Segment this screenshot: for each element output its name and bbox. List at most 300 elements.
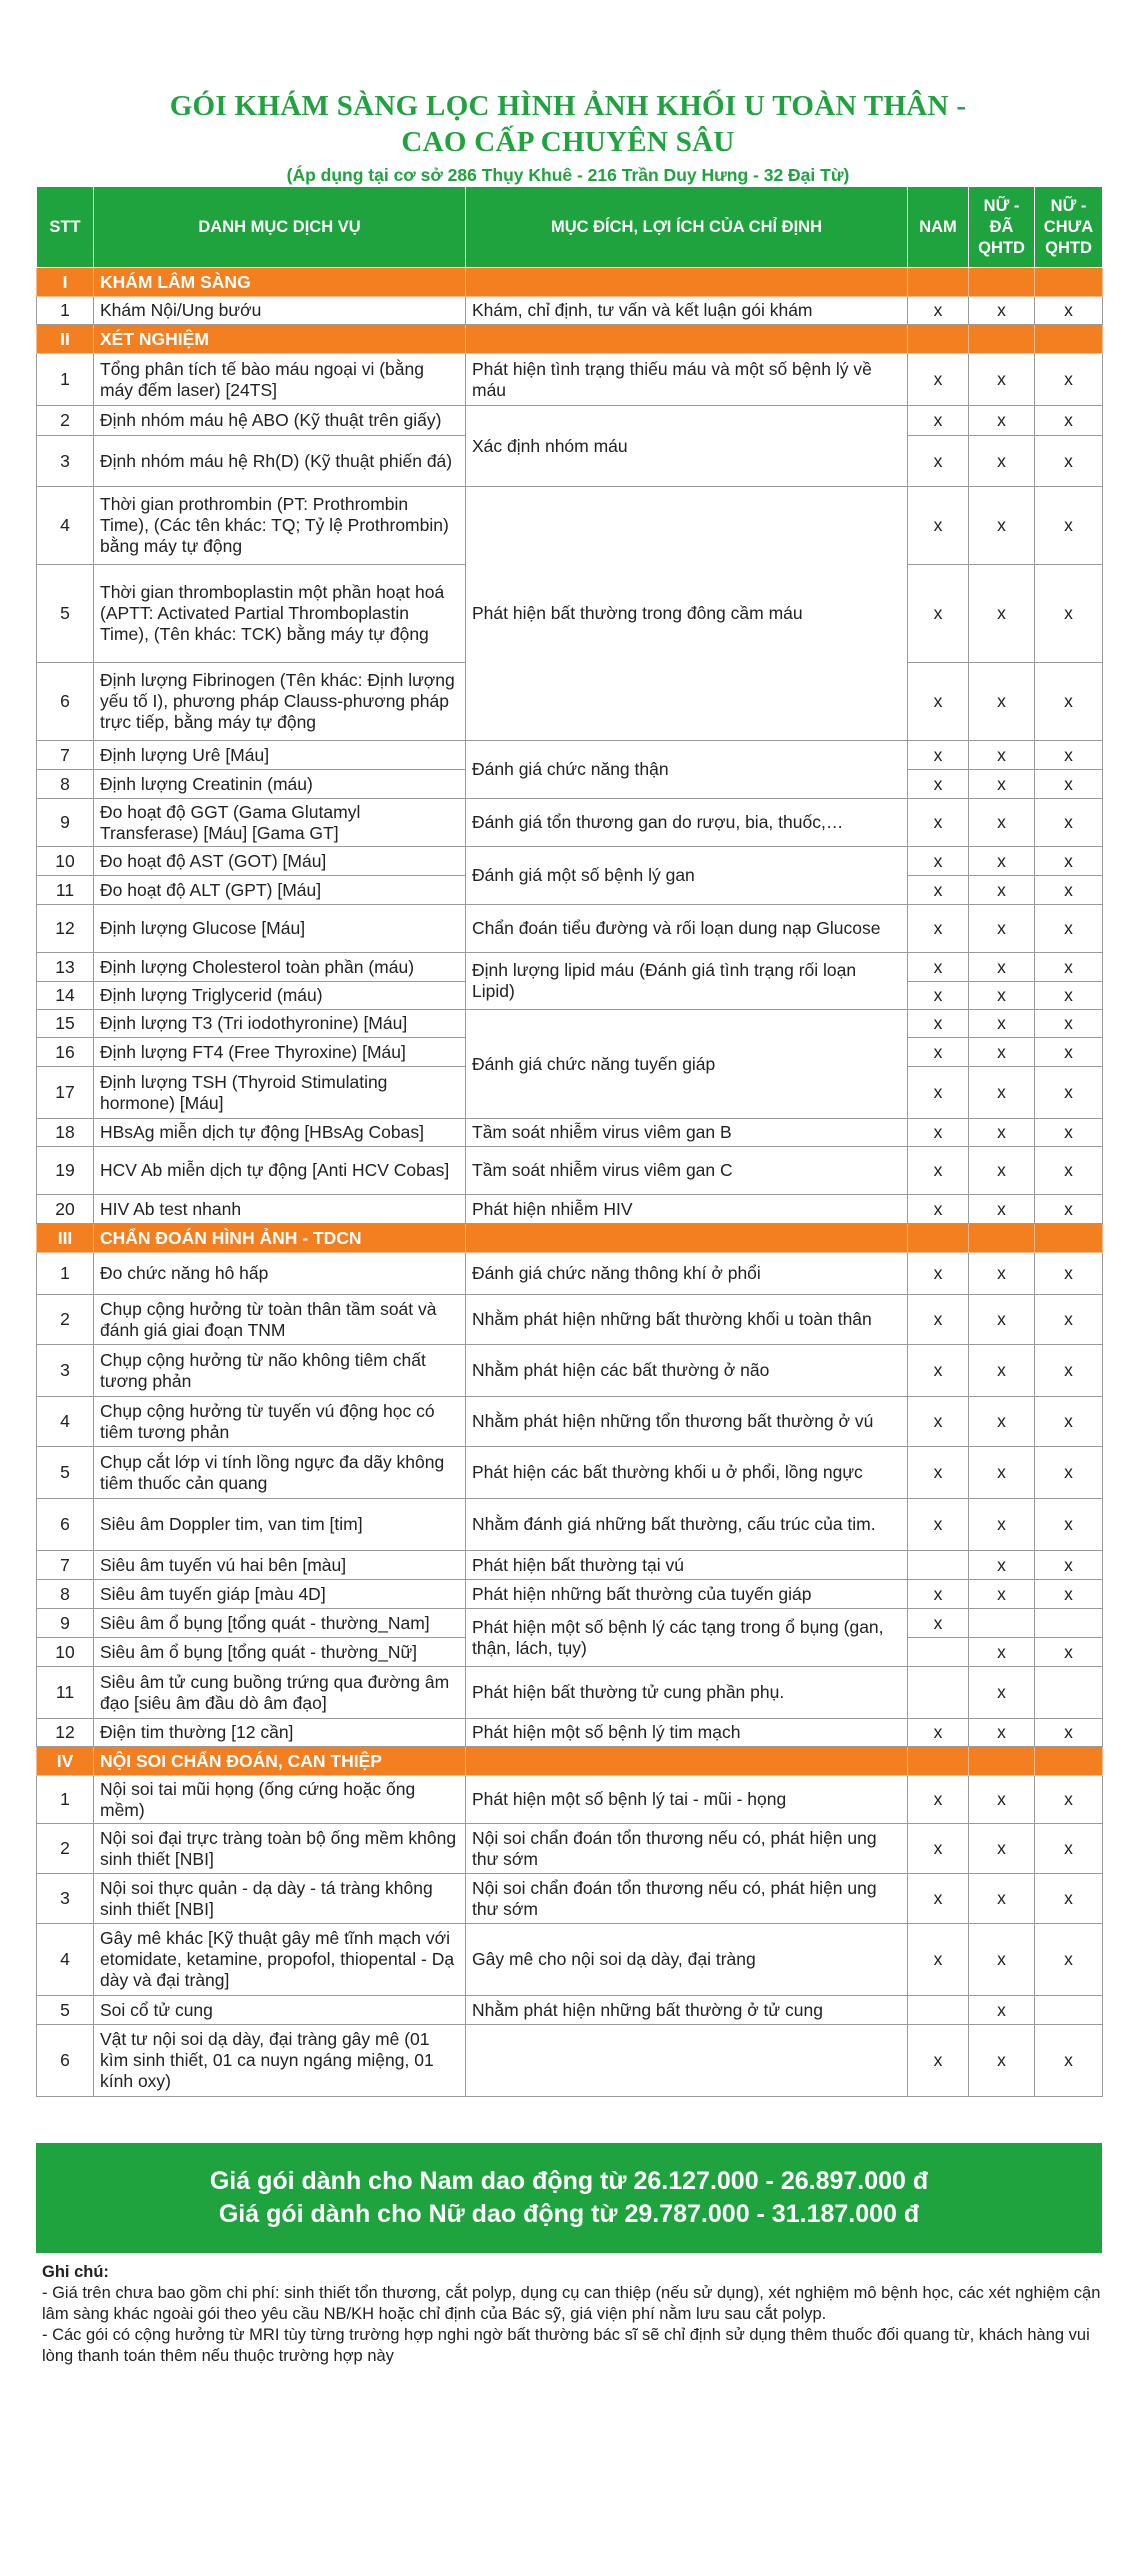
col-header-service: DANH MỤC DỊCH VỤ (94, 187, 466, 268)
male-mark: x (908, 741, 969, 770)
male-mark: x (908, 1295, 969, 1345)
female-single-mark (1035, 1996, 1103, 2025)
row-number: 1 (37, 297, 94, 325)
table-row (37, 1119, 1103, 1147)
price-female: Giá gói dành cho Nữ dao động từ 29.787.000 - 31.187.000 đ (218, 2200, 920, 2228)
service-name: Khám Nội/Ung bướu (94, 297, 466, 325)
col-header-male: NAM (908, 187, 969, 268)
male-mark: x (908, 297, 969, 325)
row-number: 1 (37, 1253, 94, 1295)
table-row (37, 1147, 1103, 1195)
purpose-cell: Phát hiện bất thường tại vú (466, 1551, 908, 1580)
table-row (37, 1719, 1103, 1747)
table-row (37, 1499, 1103, 1551)
row-number: 11 (37, 1667, 94, 1719)
female-married-mark: x (969, 406, 1035, 436)
male-mark: x (908, 1010, 969, 1038)
section-name: CHẨN ĐOÁN HÌNH ẢNH - TDCN (94, 1224, 466, 1253)
table-row (37, 1253, 1103, 1295)
purpose-cell: Phát hiện nhiễm HIV (466, 1195, 908, 1224)
service-name: Siêu âm ổ bụng [tổng quát - thường_Nữ] (94, 1638, 466, 1667)
service-name: Định lượng Glucose [Máu] (94, 905, 466, 953)
table-row (37, 487, 1103, 565)
purpose-cell: Nhằm đánh giá những bất thường, cấu trúc của tim. (466, 1499, 908, 1551)
section-name: KHÁM LÂM SÀNG (94, 268, 466, 297)
female-single-mark: x (1035, 1719, 1103, 1747)
row-number: 7 (37, 1551, 94, 1580)
female-single-mark: x (1035, 982, 1103, 1010)
male-mark: x (908, 1345, 969, 1397)
service-name: Định lượng T3 (Tri iodothyronine) [Máu] (94, 1010, 466, 1038)
notes-line-1: - Giá trên chưa bao gồm chi phí: sinh thiết tổn thương, cắt polyp, dụng cụ can thiệp (nếu sử dụng), xét nghiệm mô bệnh học, các xét nghiệm cận lâm sàng khác ngoài gói theo yêu cầu NB/KH hoặc chỉ định của Bác sỹ, giá viện phí nằm lưu sau cắt polyp. (42, 2284, 1101, 2323)
service-table (36, 186, 1103, 2097)
row-number: 10 (37, 1638, 94, 1667)
male-mark: x (908, 847, 969, 876)
female-married-mark: x (969, 1119, 1035, 1147)
col-header-purpose: MỤC ĐÍCH, LỢI ÍCH CỦA CHỈ ĐỊNH (466, 187, 908, 268)
male-mark: x (908, 1580, 969, 1609)
purpose-cell: Phát hiện một số bệnh lý tim mạch (466, 1719, 908, 1747)
female-married-mark: x (969, 1147, 1035, 1195)
male-mark: x (908, 905, 969, 953)
male-mark: x (908, 1824, 969, 1874)
table-row (37, 953, 1103, 982)
service-name: Chụp cộng hưởng từ não không tiêm chất tương phản (94, 1345, 466, 1397)
female-married-mark: x (969, 982, 1035, 1010)
row-number: 4 (37, 487, 94, 565)
section-mark-cell (1035, 268, 1103, 297)
purpose-cell: Phát hiện tình trạng thiếu máu và một số bệnh lý về máu (466, 354, 908, 406)
male-mark: x (908, 1924, 969, 1996)
row-number: 16 (37, 1038, 94, 1067)
male-mark: x (908, 1038, 969, 1067)
table-row (37, 1667, 1103, 1719)
table-row (37, 1551, 1103, 1580)
section-mark-cell (908, 325, 969, 354)
female-single-mark: x (1035, 799, 1103, 847)
service-name: Định lượng Fibrinogen (Tên khác: Định lượng yếu tố I), phương pháp Clauss-phương pháp trực tiếp, bằng máy tự động (94, 663, 466, 741)
table-row (37, 1996, 1103, 2025)
table-row (37, 1295, 1103, 1345)
female-married-mark: x (969, 847, 1035, 876)
female-married-mark: x (969, 663, 1035, 741)
purpose-cell: Định lượng lipid máu (Đánh giá tình trạng rối loạn Lipid) (466, 953, 908, 1010)
male-mark: x (908, 1397, 969, 1447)
section-mark-cell (1035, 1747, 1103, 1776)
female-married-mark: x (969, 741, 1035, 770)
table-row (37, 1580, 1103, 1609)
female-married-mark: x (969, 2025, 1035, 2097)
female-single-mark: x (1035, 905, 1103, 953)
male-mark: x (908, 1067, 969, 1119)
female-married-mark: x (969, 1824, 1035, 1874)
service-name: Siêu âm tử cung buồng trứng qua đường âm đạo [siêu âm đầu dò âm đạo] (94, 1667, 466, 1719)
female-single-mark: x (1035, 1253, 1103, 1295)
female-single-mark: x (1035, 565, 1103, 663)
female-single-mark: x (1035, 876, 1103, 905)
service-name: Chụp cộng hưởng từ tuyến vú động học có tiêm tương phản (94, 1397, 466, 1447)
service-name: Siêu âm tuyến vú hai bên [màu] (94, 1551, 466, 1580)
section-number: III (37, 1224, 94, 1253)
female-single-mark: x (1035, 741, 1103, 770)
female-married-mark: x (969, 1253, 1035, 1295)
purpose-cell: Nội soi chẩn đoán tổn thương nếu có, phát hiện ung thư sớm (466, 1874, 908, 1924)
notes-line-2: - Các gói có cộng hưởng từ MRI tùy từng trường hợp nghi ngờ bất thường bác sĩ sẽ chỉ định sử dụng thêm thuốc đối quang từ, khách hàng vui lòng thanh toán thêm nếu thuộc trường hợp này (42, 2326, 1090, 2365)
table-row (37, 905, 1103, 953)
table-row (37, 1447, 1103, 1499)
row-number: 12 (37, 1719, 94, 1747)
purpose-cell: Chẩn đoán tiểu đường và rối loạn dung nạp Glucose (466, 905, 908, 953)
service-name: Định lượng Cholesterol toàn phần (máu) (94, 953, 466, 982)
female-married-mark: x (969, 1010, 1035, 1038)
female-single-mark: x (1035, 1776, 1103, 1824)
section-mark-cell (908, 268, 969, 297)
female-married-mark: x (969, 1667, 1035, 1719)
male-mark: x (908, 1499, 969, 1551)
row-number: 17 (37, 1067, 94, 1119)
service-name: Thời gian prothrombin (PT: Prothrombin Time), (Các tên khác: TQ; Tỷ lệ Prothrombin) bằng máy tự động (94, 487, 466, 565)
female-married-mark: x (969, 1551, 1035, 1580)
female-single-mark: x (1035, 406, 1103, 436)
table-row (37, 406, 1103, 436)
female-married-mark: x (969, 876, 1035, 905)
service-name: Chụp cắt lớp vi tính lồng ngực đa dãy không tiêm thuốc cản quang (94, 1447, 466, 1499)
female-married-mark: x (969, 1996, 1035, 2025)
service-name: Đo hoạt độ AST (GOT) [Máu] (94, 847, 466, 876)
purpose-cell: Phát hiện một số bệnh lý các tạng trong ổ bụng (gan, thận, lách, tụy) (466, 1609, 908, 1667)
female-married-mark: x (969, 1580, 1035, 1609)
purpose-cell: Khám, chỉ định, tư vấn và kết luận gói khám (466, 297, 908, 325)
purpose-cell: Phát hiện các bất thường khối u ở phổi, lồng ngực (466, 1447, 908, 1499)
section-purpose-cell (466, 325, 908, 354)
female-single-mark: x (1035, 1499, 1103, 1551)
male-mark: x (908, 2025, 969, 2097)
female-single-mark (1035, 1609, 1103, 1638)
female-married-mark: x (969, 1776, 1035, 1824)
page-title-line1: GÓI KHÁM SÀNG LỌC HÌNH ẢNH KHỐI U TOÀN THÂN - (169, 90, 967, 122)
male-mark: x (908, 1447, 969, 1499)
female-married-mark: x (969, 1924, 1035, 1996)
male-mark: x (908, 799, 969, 847)
row-number: 18 (37, 1119, 94, 1147)
table-row (37, 1397, 1103, 1447)
female-married-mark: x (969, 953, 1035, 982)
male-mark: x (908, 663, 969, 741)
female-single-mark: x (1035, 1638, 1103, 1667)
table-body (37, 268, 1103, 2097)
service-name: Định lượng TSH (Thyroid Stimulating hormone) [Máu] (94, 1067, 466, 1119)
female-married-mark: x (969, 770, 1035, 799)
female-single-mark: x (1035, 1147, 1103, 1195)
female-married-mark: x (969, 1038, 1035, 1067)
service-name: Đo chức năng hô hấp (94, 1253, 466, 1295)
row-number: 5 (37, 565, 94, 663)
table-row (37, 1010, 1103, 1038)
purpose-cell: Nhằm phát hiện các bất thường ở não (466, 1345, 908, 1397)
female-married-mark: x (969, 354, 1035, 406)
service-name: Định lượng Triglycerid (máu) (94, 982, 466, 1010)
table-row (37, 354, 1103, 406)
male-mark: x (908, 487, 969, 565)
row-number: 5 (37, 1447, 94, 1499)
female-married-mark: x (969, 297, 1035, 325)
female-single-mark: x (1035, 1345, 1103, 1397)
purpose-cell: Nội soi chẩn đoán tổn thương nếu có, phát hiện ung thư sớm (466, 1824, 908, 1874)
service-name: Đo hoạt độ ALT (GPT) [Máu] (94, 876, 466, 905)
row-number: 3 (37, 1345, 94, 1397)
table-row (37, 1345, 1103, 1397)
row-number: 12 (37, 905, 94, 953)
purpose-cell: Phát hiện một số bệnh lý tai - mũi - họng (466, 1776, 908, 1824)
female-married-mark: x (969, 1638, 1035, 1667)
table-row (37, 847, 1103, 876)
table-row (37, 297, 1103, 325)
section-number: II (37, 325, 94, 354)
female-single-mark: x (1035, 1119, 1103, 1147)
purpose-cell: Xác định nhóm máu (466, 406, 908, 487)
service-name: Định nhóm máu hệ ABO (Kỹ thuật trên giấy) (94, 406, 466, 436)
male-mark: x (908, 436, 969, 487)
female-single-mark: x (1035, 2025, 1103, 2097)
female-single-mark: x (1035, 953, 1103, 982)
service-name: Định nhóm máu hệ Rh(D) (Kỹ thuật phiến đá) (94, 436, 466, 487)
purpose-cell: Đánh giá chức năng thông khí ở phổi (466, 1253, 908, 1295)
male-mark (908, 1551, 969, 1580)
row-number: 2 (37, 406, 94, 436)
section-mark-cell (1035, 325, 1103, 354)
price-male: Giá gói dành cho Nam dao động từ 26.127.000 - 26.897.000 đ (209, 2167, 929, 2195)
page-subtitle: (Áp dụng tại cơ sở 286 Thụy Khuê - 216 Trần Duy Hưng - 32 Đại Từ) (286, 165, 850, 185)
male-mark: x (908, 1253, 969, 1295)
row-number: 13 (37, 953, 94, 982)
purpose-cell: Phát hiện những bất thường của tuyến giáp (466, 1580, 908, 1609)
row-number: 7 (37, 741, 94, 770)
female-single-mark: x (1035, 847, 1103, 876)
service-name: Vật tư nội soi dạ dày, đại tràng gây mê (01 kìm sinh thiết, 01 ca nuyn ngáng miệng, 01 kính oxy) (94, 2025, 466, 2097)
purpose-cell: Nhằm phát hiện những bất thường khối u toàn thân (466, 1295, 908, 1345)
female-single-mark (1035, 1667, 1103, 1719)
row-number: 1 (37, 354, 94, 406)
page-title-line2: CAO CẤP CHUYÊN SÂU (401, 126, 735, 158)
female-single-mark: x (1035, 1195, 1103, 1224)
female-single-mark: x (1035, 663, 1103, 741)
service-name: HBsAg miễn dịch tự động [HBsAg Cobas] (94, 1119, 466, 1147)
row-number: 14 (37, 982, 94, 1010)
page-header (0, 0, 1136, 186)
service-name: Chụp cộng hưởng từ toàn thân tầm soát và đánh giá giai đoạn TNM (94, 1295, 466, 1345)
female-married-mark: x (969, 799, 1035, 847)
row-number: 8 (37, 770, 94, 799)
table-row (37, 1824, 1103, 1874)
female-single-mark: x (1035, 1874, 1103, 1924)
female-married-mark: x (969, 436, 1035, 487)
female-married-mark: x (969, 487, 1035, 565)
service-name: Định lượng FT4 (Free Thyroxine) [Máu] (94, 1038, 466, 1067)
section-header-row (37, 1747, 1103, 1776)
row-number: 15 (37, 1010, 94, 1038)
male-mark: x (908, 1609, 969, 1638)
table-row (37, 1924, 1103, 1996)
female-single-mark: x (1035, 1067, 1103, 1119)
section-header-row (37, 325, 1103, 354)
service-name: Siêu âm ổ bụng [tổng quát - thường_Nam] (94, 1609, 466, 1638)
section-mark-cell (969, 325, 1035, 354)
female-married-mark: x (969, 905, 1035, 953)
male-mark (908, 1638, 969, 1667)
purpose-cell: Đánh giá tổn thương gan do rượu, bia, thuốc,… (466, 799, 908, 847)
female-married-mark (969, 1609, 1035, 1638)
table-row (37, 741, 1103, 770)
male-mark: x (908, 953, 969, 982)
female-married-mark: x (969, 1499, 1035, 1551)
female-married-mark: x (969, 1295, 1035, 1345)
service-name: Gây mê khác [Kỹ thuật gây mê tĩnh mạch với etomidate, ketamine, propofol, thiopental - Dạ dày và đại tràng] (94, 1924, 466, 1996)
row-number: 9 (37, 799, 94, 847)
row-number: 5 (37, 1996, 94, 2025)
table-row (37, 1195, 1103, 1224)
row-number: 6 (37, 663, 94, 741)
female-single-mark: x (1035, 1580, 1103, 1609)
female-single-mark: x (1035, 1038, 1103, 1067)
female-single-mark: x (1035, 770, 1103, 799)
section-header-row (37, 268, 1103, 297)
service-name: Định lượng Creatinin (máu) (94, 770, 466, 799)
section-mark-cell (1035, 1224, 1103, 1253)
purpose-cell: Đánh giá chức năng tuyến giáp (466, 1010, 908, 1119)
col-header-female-single: NỮ - CHƯA QHTD (1035, 187, 1103, 268)
row-number: 19 (37, 1147, 94, 1195)
female-married-mark: x (969, 1345, 1035, 1397)
table-row (37, 1609, 1103, 1638)
male-mark: x (908, 982, 969, 1010)
row-number: 2 (37, 1295, 94, 1345)
section-mark-cell (908, 1224, 969, 1253)
purpose-cell: Tầm soát nhiễm virus viêm gan C (466, 1147, 908, 1195)
row-number: 2 (37, 1824, 94, 1874)
row-number: 6 (37, 2025, 94, 2097)
service-name: Nội soi thực quản - dạ dày - tá tràng không sinh thiết [NBI] (94, 1874, 466, 1924)
row-number: 8 (37, 1580, 94, 1609)
female-single-mark: x (1035, 1924, 1103, 1996)
female-single-mark: x (1035, 1447, 1103, 1499)
row-number: 3 (37, 1874, 94, 1924)
section-purpose-cell (466, 268, 908, 297)
service-name: Đo hoạt độ GGT (Gama Glutamyl Transferase) [Máu] [Gama GT] (94, 799, 466, 847)
purpose-cell (466, 2025, 908, 2097)
male-mark: x (908, 1719, 969, 1747)
female-married-mark: x (969, 1067, 1035, 1119)
table-row (37, 1874, 1103, 1924)
male-mark: x (908, 406, 969, 436)
section-mark-cell (969, 1747, 1035, 1776)
section-name: NỘI SOI CHẨN ĐOÁN, CAN THIỆP (94, 1747, 466, 1776)
female-single-mark: x (1035, 436, 1103, 487)
row-number: 4 (37, 1397, 94, 1447)
service-name: Soi cổ tử cung (94, 1996, 466, 2025)
table-row (37, 799, 1103, 847)
row-number: 1 (37, 1776, 94, 1824)
service-name: Siêu âm Doppler tim, van tim [tim] (94, 1499, 466, 1551)
notes-title: Ghi chú: (42, 2263, 109, 2281)
service-name: Điện tim thường [12 cần] (94, 1719, 466, 1747)
price-banner (36, 2143, 1102, 2253)
section-number: IV (37, 1747, 94, 1776)
female-married-mark: x (969, 565, 1035, 663)
female-single-mark: x (1035, 487, 1103, 565)
purpose-cell: Nhằm phát hiện những bất thường ở tử cung (466, 1996, 908, 2025)
row-number: 11 (37, 876, 94, 905)
table-row (37, 2025, 1103, 2097)
purpose-cell: Nhằm phát hiện những tổn thương bất thường ở vú (466, 1397, 908, 1447)
female-married-mark: x (969, 1447, 1035, 1499)
female-single-mark: x (1035, 1824, 1103, 1874)
female-married-mark: x (969, 1874, 1035, 1924)
female-single-mark: x (1035, 297, 1103, 325)
female-single-mark: x (1035, 1551, 1103, 1580)
female-single-mark: x (1035, 1397, 1103, 1447)
service-name: Thời gian thromboplastin một phần hoạt hoá (APTT: Activated Partial Thromboplastin Time), (Tên khác: TCK) bằng máy tự động (94, 565, 466, 663)
purpose-cell: Phát hiện bất thường tử cung phần phụ. (466, 1667, 908, 1719)
section-name: XÉT NGHIỆM (94, 325, 466, 354)
service-name: Tổng phân tích tế bào máu ngoại vi (bằng máy đếm laser) [24TS] (94, 354, 466, 406)
male-mark: x (908, 770, 969, 799)
male-mark: x (908, 1195, 969, 1224)
purpose-cell: Tầm soát nhiễm virus viêm gan B (466, 1119, 908, 1147)
service-name: HIV Ab test nhanh (94, 1195, 466, 1224)
row-number: 10 (37, 847, 94, 876)
col-header-stt: STT (37, 187, 94, 268)
notes-block (42, 2262, 1102, 2367)
purpose-cell: Đánh giá một số bệnh lý gan (466, 847, 908, 905)
row-number: 4 (37, 1924, 94, 1996)
female-married-mark: x (969, 1719, 1035, 1747)
service-name: HCV Ab miễn dịch tự động [Anti HCV Cobas] (94, 1147, 466, 1195)
service-name: Nội soi đại trực tràng toàn bộ ống mềm không sinh thiết [NBI] (94, 1824, 466, 1874)
section-mark-cell (969, 1224, 1035, 1253)
male-mark: x (908, 354, 969, 406)
female-single-mark: x (1035, 1295, 1103, 1345)
male-mark: x (908, 1874, 969, 1924)
male-mark: x (908, 1776, 969, 1824)
table-row (37, 1776, 1103, 1824)
row-number: 20 (37, 1195, 94, 1224)
male-mark: x (908, 1147, 969, 1195)
section-mark-cell (908, 1747, 969, 1776)
female-single-mark: x (1035, 1010, 1103, 1038)
section-purpose-cell (466, 1747, 908, 1776)
service-name: Nội soi tai mũi họng (ống cứng hoặc ống mềm) (94, 1776, 466, 1824)
male-mark: x (908, 876, 969, 905)
purpose-cell: Phát hiện bất thường trong đông cầm máu (466, 487, 908, 741)
section-header-row (37, 1224, 1103, 1253)
row-number: 6 (37, 1499, 94, 1551)
male-mark (908, 1996, 969, 2025)
service-name: Siêu âm tuyến giáp [màu 4D] (94, 1580, 466, 1609)
col-header-female-married: NỮ - ĐÃ QHTD (969, 187, 1035, 268)
section-number: I (37, 268, 94, 297)
female-married-mark: x (969, 1195, 1035, 1224)
purpose-cell: Đánh giá chức năng thận (466, 741, 908, 799)
section-mark-cell (969, 268, 1035, 297)
male-mark (908, 1667, 969, 1719)
table-header-row (37, 187, 1103, 268)
male-mark: x (908, 565, 969, 663)
purpose-cell: Gây mê cho nội soi dạ dày, đại tràng (466, 1924, 908, 1996)
male-mark: x (908, 1119, 969, 1147)
section-purpose-cell (466, 1224, 908, 1253)
female-single-mark: x (1035, 354, 1103, 406)
row-number: 3 (37, 436, 94, 487)
